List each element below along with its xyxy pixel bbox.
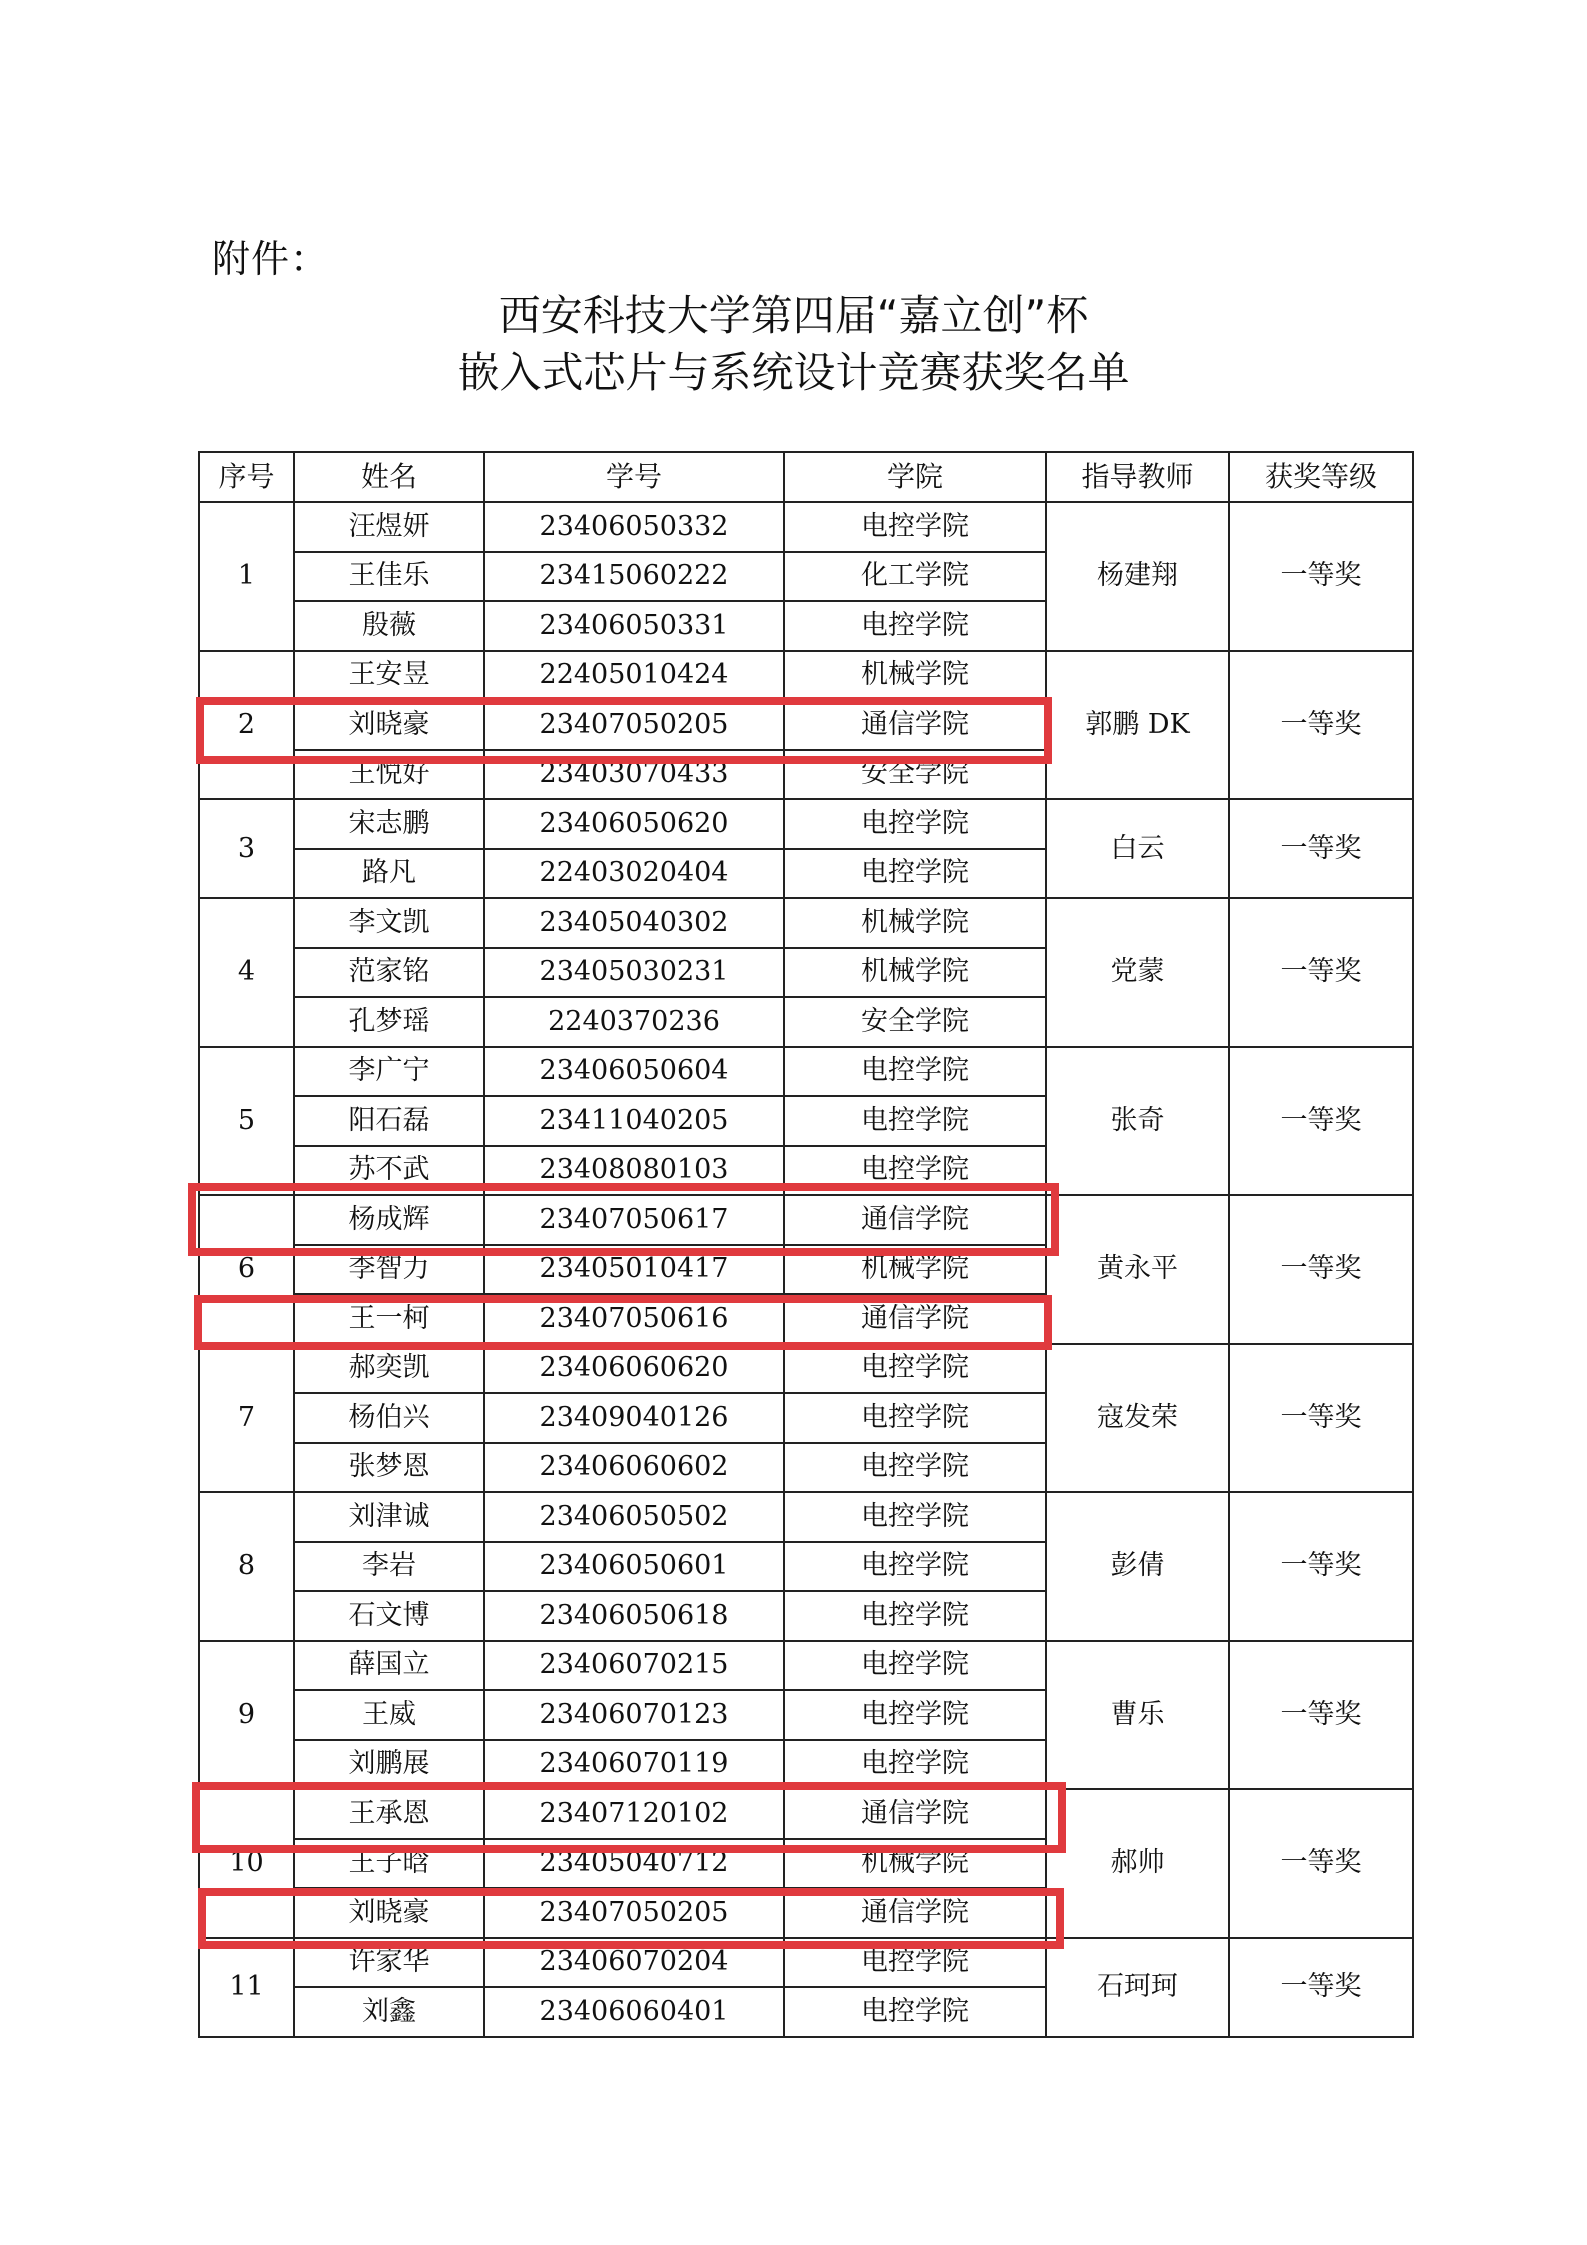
table-row [199, 898, 1413, 948]
highlight-box [192, 1782, 1066, 1853]
student-id-cell: 23415060222 [484, 552, 784, 602]
student-id-cell: 2240370236 [484, 997, 784, 1047]
student-name-cell: 王威 [294, 1690, 484, 1740]
student-id-cell: 23406070204 [484, 1938, 784, 1988]
college-cell: 安全学院 [784, 750, 1046, 800]
student-id-cell: 23406050502 [484, 1492, 784, 1542]
student-name-cell: 苏不武 [294, 1146, 484, 1196]
group-number-cell: 9 [199, 1641, 294, 1790]
student-id-cell: 23406050618 [484, 1591, 784, 1641]
student-id-cell: 23406070119 [484, 1740, 784, 1790]
group-number-cell: 1 [199, 502, 294, 651]
college-cell: 电控学院 [784, 1047, 1046, 1097]
student-name-cell: 杨成辉 [294, 1195, 484, 1245]
group-number-cell: 2 [199, 651, 294, 800]
student-id-cell: 23406050620 [484, 799, 784, 849]
student-id-cell: 23405040302 [484, 898, 784, 948]
college-cell: 电控学院 [784, 1740, 1046, 1790]
student-name-cell: 郝奕凯 [294, 1344, 484, 1394]
student-id-cell: 23406050601 [484, 1542, 784, 1592]
teacher-cell: 白云 [1046, 799, 1229, 898]
student-name-cell: 王安昱 [294, 651, 484, 701]
award-level-cell: 一等奖 [1229, 898, 1413, 1047]
group-number-cell: 10 [199, 1789, 294, 1938]
award-level-cell: 一等奖 [1229, 1789, 1413, 1938]
college-cell: 通信学院 [784, 1888, 1046, 1938]
college-cell: 电控学院 [784, 849, 1046, 899]
student-name-cell: 刘晓豪 [294, 1888, 484, 1938]
college-cell: 电控学院 [784, 1443, 1046, 1493]
student-id-cell: 23406060620 [484, 1344, 784, 1394]
college-cell: 电控学院 [784, 1096, 1046, 1146]
highlight-box [198, 1888, 1064, 1949]
table-row [199, 799, 1413, 849]
student-name-cell: 刘鑫 [294, 1987, 484, 2037]
student-id-cell: 23406060401 [484, 1987, 784, 2037]
college-cell: 电控学院 [784, 1641, 1046, 1691]
award-level-cell: 一等奖 [1229, 1047, 1413, 1196]
header-teacher: 指导教师 [1046, 452, 1229, 502]
award-level-cell: 一等奖 [1229, 1938, 1413, 2037]
group-number-cell: 8 [199, 1492, 294, 1641]
teacher-cell: 郭鹏 DK [1046, 651, 1229, 800]
college-cell: 通信学院 [784, 1294, 1046, 1344]
award-level-cell: 一等奖 [1229, 502, 1413, 651]
header-college: 学院 [784, 452, 1046, 502]
table-row [199, 502, 1413, 552]
highlight-box [196, 697, 1052, 764]
document-title-line1: 西安科技大学第四届“嘉立创”杯 [498, 291, 1089, 340]
student-name-cell: 薛国立 [294, 1641, 484, 1691]
group-number-cell: 4 [199, 898, 294, 1047]
student-id-cell: 23406050332 [484, 502, 784, 552]
header-name: 姓名 [294, 452, 484, 502]
student-name-cell: 路凡 [294, 849, 484, 899]
student-name-cell: 王悦好 [294, 750, 484, 800]
student-name-cell: 刘晓豪 [294, 700, 484, 750]
table-row [199, 651, 1413, 701]
college-cell: 机械学院 [784, 898, 1046, 948]
award-level-cell: 一等奖 [1229, 1492, 1413, 1641]
student-id-cell: 23407120102 [484, 1789, 784, 1839]
table-row [199, 1641, 1413, 1691]
college-cell: 通信学院 [784, 1195, 1046, 1245]
college-cell: 机械学院 [784, 948, 1046, 998]
table-row [199, 1047, 1413, 1097]
student-name-cell: 孔梦瑶 [294, 997, 484, 1047]
student-name-cell: 许家华 [294, 1938, 484, 1988]
student-id-cell: 23405030231 [484, 948, 784, 998]
college-cell: 电控学院 [784, 1690, 1046, 1740]
student-name-cell: 范家铭 [294, 948, 484, 998]
highlight-box [188, 1183, 1059, 1256]
student-id-cell: 23403070433 [484, 750, 784, 800]
student-name-cell: 王佳乐 [294, 552, 484, 602]
college-cell: 机械学院 [784, 651, 1046, 701]
teacher-cell: 彭倩 [1046, 1492, 1229, 1641]
student-name-cell: 杨伯兴 [294, 1393, 484, 1443]
group-number-cell: 7 [199, 1344, 294, 1493]
student-name-cell: 王一柯 [294, 1294, 484, 1344]
student-id-cell: 23405040712 [484, 1839, 784, 1889]
award-level-cell: 一等奖 [1229, 1195, 1413, 1344]
header-award: 获奖等级 [1229, 452, 1413, 502]
attachment-label: 附件： [212, 237, 330, 281]
award-level-cell: 一等奖 [1229, 651, 1413, 800]
table-header-row [199, 452, 1413, 502]
college-cell: 通信学院 [784, 1789, 1046, 1839]
student-name-cell: 李智力 [294, 1245, 484, 1295]
student-id-cell: 22403020404 [484, 849, 784, 899]
teacher-cell: 张奇 [1046, 1047, 1229, 1196]
college-cell: 电控学院 [784, 1492, 1046, 1542]
student-id-cell: 23405010417 [484, 1245, 784, 1295]
student-name-cell: 刘津诚 [294, 1492, 484, 1542]
student-id-cell: 23406070123 [484, 1690, 784, 1740]
college-cell: 电控学院 [784, 1987, 1046, 2037]
teacher-cell: 党蒙 [1046, 898, 1229, 1047]
student-id-cell: 23407050616 [484, 1294, 784, 1344]
college-cell: 机械学院 [784, 1245, 1046, 1295]
student-name-cell: 王承恩 [294, 1789, 484, 1839]
college-cell: 通信学院 [784, 700, 1046, 750]
student-name-cell: 李文凯 [294, 898, 484, 948]
college-cell: 安全学院 [784, 997, 1046, 1047]
student-name-cell: 阳石磊 [294, 1096, 484, 1146]
table-row [199, 1344, 1413, 1394]
teacher-cell: 黄永平 [1046, 1195, 1229, 1344]
college-cell: 电控学院 [784, 601, 1046, 651]
header-student-id: 学号 [484, 452, 784, 502]
teacher-cell: 寇发荣 [1046, 1344, 1229, 1493]
group-number-cell: 11 [199, 1938, 294, 2037]
teacher-cell: 杨建翔 [1046, 502, 1229, 651]
college-cell: 电控学院 [784, 502, 1046, 552]
student-id-cell: 22405010424 [484, 651, 784, 701]
table-row [199, 1492, 1413, 1542]
teacher-cell: 曹乐 [1046, 1641, 1229, 1790]
student-id-cell: 23406050604 [484, 1047, 784, 1097]
student-id-cell: 23407050617 [484, 1195, 784, 1245]
college-cell: 化工学院 [784, 552, 1046, 602]
student-id-cell: 23406050331 [484, 601, 784, 651]
college-cell: 电控学院 [784, 1938, 1046, 1988]
college-cell: 机械学院 [784, 1839, 1046, 1889]
student-name-cell: 汪煜妍 [294, 502, 484, 552]
student-name-cell: 宋志鹏 [294, 799, 484, 849]
document-title-line2: 嵌入式芯片与系统设计竞赛获奖名单 [457, 348, 1130, 397]
highlight-box [194, 1295, 1052, 1350]
student-name-cell: 李广宁 [294, 1047, 484, 1097]
college-cell: 电控学院 [784, 1146, 1046, 1196]
group-number-cell: 3 [199, 799, 294, 898]
student-name-cell: 李岩 [294, 1542, 484, 1592]
college-cell: 电控学院 [784, 1393, 1046, 1443]
group-number-cell: 6 [199, 1195, 294, 1344]
student-name-cell: 王子晗 [294, 1839, 484, 1889]
award-level-cell: 一等奖 [1229, 1344, 1413, 1493]
student-name-cell: 石文博 [294, 1591, 484, 1641]
college-cell: 电控学院 [784, 1344, 1046, 1394]
student-id-cell: 23406060602 [484, 1443, 784, 1493]
header-no: 序号 [199, 452, 294, 502]
college-cell: 电控学院 [784, 1542, 1046, 1592]
teacher-cell: 石珂珂 [1046, 1938, 1229, 2037]
student-name-cell: 殷薇 [294, 601, 484, 651]
student-id-cell: 23409040126 [484, 1393, 784, 1443]
student-name-cell: 刘鹏展 [294, 1740, 484, 1790]
student-name-cell: 张梦恩 [294, 1443, 484, 1493]
college-cell: 电控学院 [784, 799, 1046, 849]
student-id-cell: 23407050205 [484, 1888, 784, 1938]
college-cell: 电控学院 [784, 1591, 1046, 1641]
student-id-cell: 23411040205 [484, 1096, 784, 1146]
student-id-cell: 23408080103 [484, 1146, 784, 1196]
award-level-cell: 一等奖 [1229, 799, 1413, 898]
group-number-cell: 5 [199, 1047, 294, 1196]
student-id-cell: 23406070215 [484, 1641, 784, 1691]
award-level-cell: 一等奖 [1229, 1641, 1413, 1790]
teacher-cell: 郝帅 [1046, 1789, 1229, 1938]
student-id-cell: 23407050205 [484, 700, 784, 750]
